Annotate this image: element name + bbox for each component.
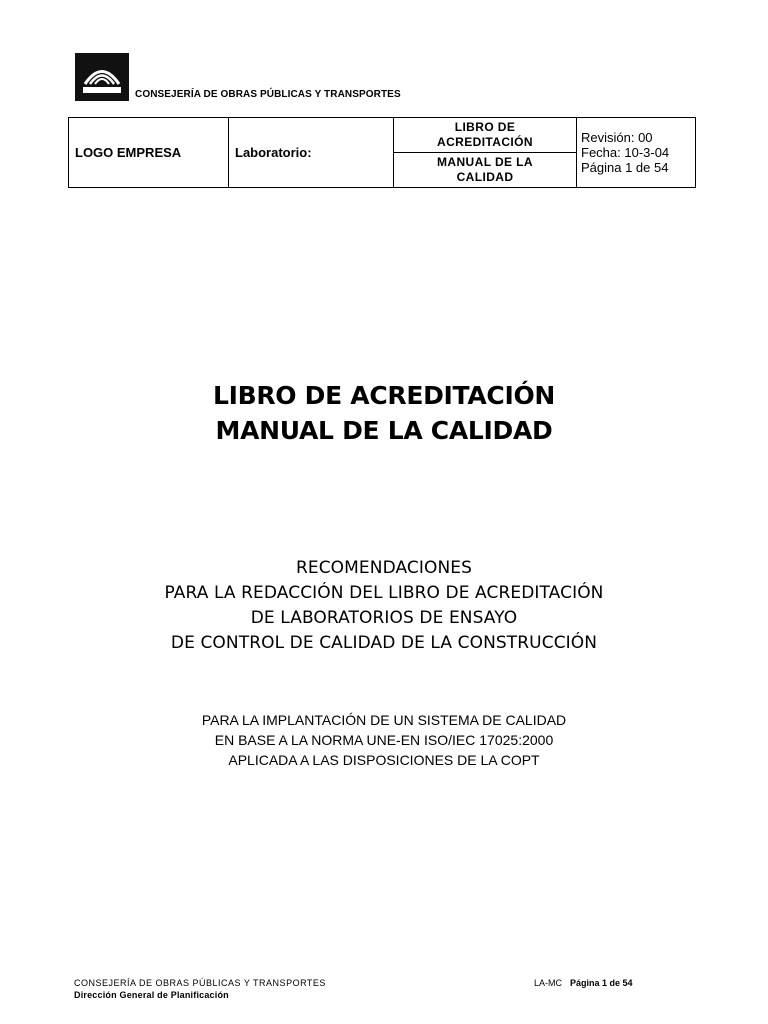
- recommendations-line: DE LABORATORIOS DE ENSAYO: [250, 608, 518, 628]
- book-title-line: LIBRO DE: [454, 120, 516, 134]
- implementation-line: PARA LA IMPLANTACIÓN DE UN SISTEMA DE CALIDAD: [201, 712, 567, 728]
- book-title-box: [394, 118, 576, 153]
- revision-info-cell: [577, 118, 695, 187]
- arch-emblem-icon: [75, 53, 129, 101]
- recommendations-line: RECOMENDACIONES: [295, 558, 473, 578]
- footer-doc-code: LA-MC: [534, 978, 563, 988]
- recommendations-block: [0, 556, 768, 656]
- document-control-table: [68, 117, 696, 188]
- page-counter: Página 1 de 54: [581, 160, 669, 175]
- recommendations-line: PARA LA REDACCIÓN DEL LIBRO DE ACREDITACIÓN: [164, 583, 604, 603]
- implementation-line: EN BASE A LA NORMA UNE-EN ISO/IEC 17025:2000: [214, 732, 554, 748]
- main-title-line-2: MANUAL DE LA CALIDAD: [215, 416, 553, 445]
- footer-directorate: Dirección General de Planificación: [74, 990, 229, 1000]
- implementation-block: [0, 710, 768, 770]
- manual-title-line: MANUAL DE LA: [437, 155, 533, 169]
- revision-number: Revisión: 00: [581, 130, 653, 145]
- junta-andalucia-logo: [75, 53, 129, 101]
- logo-empresa-cell: LOGO EMPRESA: [69, 118, 229, 187]
- implementation-line: APLICADA A LAS DISPOSICIONES DE LA COPT: [228, 752, 540, 768]
- document-title-cell: [394, 118, 577, 187]
- revision-date: Fecha: 10-3-04: [581, 145, 670, 160]
- manual-title-box: [394, 153, 576, 187]
- footer-page-info: [534, 977, 633, 989]
- main-title-line-1: LIBRO DE ACREDITACIÓN: [212, 381, 556, 410]
- footer-org-name: CONSEJERÍA DE OBRAS PÚBLICAS Y TRANSPORTES: [74, 978, 326, 988]
- footer-page-number: Página 1 de 54: [570, 978, 633, 988]
- book-title-line: ACREDITACIÓN: [437, 135, 533, 149]
- recommendations-line: DE CONTROL DE CALIDAD DE LA CONSTRUCCIÓN: [170, 633, 598, 653]
- logo-caption-bar: [83, 87, 121, 93]
- footer-organization: [74, 977, 326, 1001]
- laboratorio-cell: Laboratorio:: [229, 118, 394, 187]
- organization-header: CONSEJERÍA DE OBRAS PÚBLICAS Y TRANSPORTES: [135, 89, 401, 100]
- manual-title-line: CALIDAD: [456, 170, 514, 184]
